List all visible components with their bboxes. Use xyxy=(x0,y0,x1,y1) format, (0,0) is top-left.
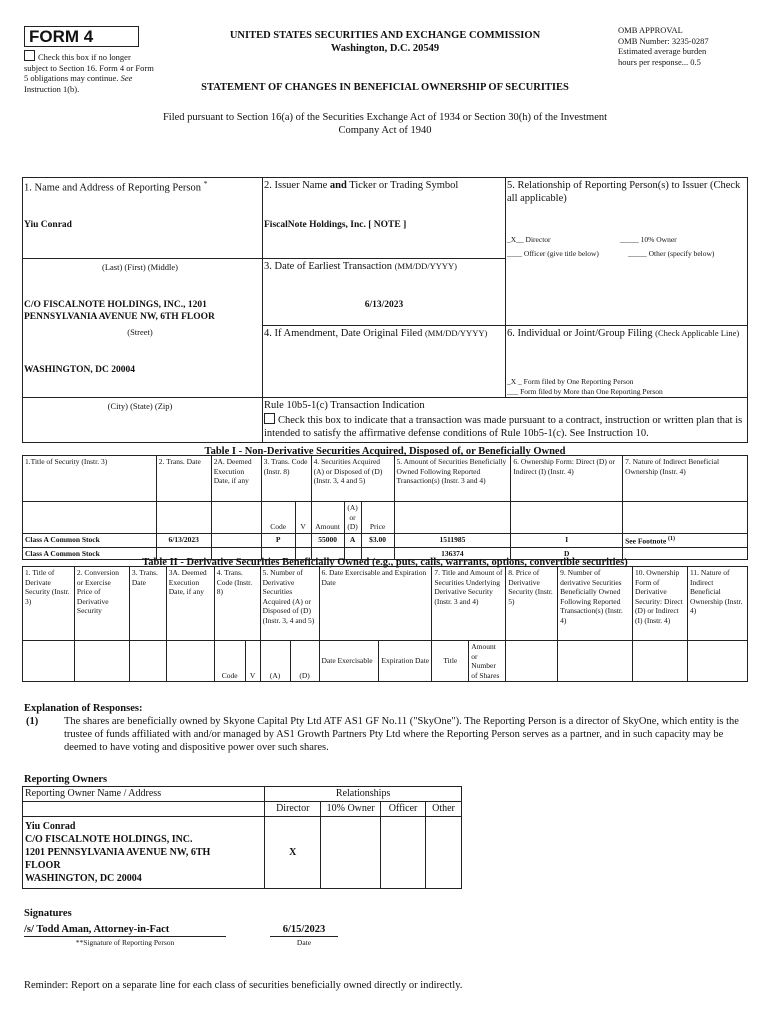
signature-date: 6/15/2023 xyxy=(282,924,326,935)
box1-label: 1. Name and Address of Reporting Person * xyxy=(24,179,208,194)
signature-name: /s/ Todd Aman, Attorney-in-Fact xyxy=(24,924,170,935)
box2-label: 2. Issuer Name and Ticker or Trading Symbol xyxy=(264,180,459,191)
t2-h-price: 8. Price of Derivative Security (Instr. 5) xyxy=(506,567,558,641)
table2-title: Table II - Derivative Securities Beneficially Owned (e.g., puts, calls, warrants, options, convertible securities) xyxy=(142,557,628,568)
filed-pursuant: Filed pursuant to Section 16(a) of the Securities Exchange Act of 1934 or Section 30(h) of the Investment Company Act of 1940 xyxy=(162,112,608,136)
t2-h-exercisable: 6. Date Exercisable and Expiration Date xyxy=(319,567,432,641)
omb-number: OMB Number: 3235-0287 xyxy=(618,35,709,46)
t1-h-nature: 7. Nature of Indirect Beneficial Ownership (Instr. 4) xyxy=(623,456,748,502)
t1-h-title: 1.Title of Security (Instr. 3) xyxy=(23,456,157,502)
omb-approval-box xyxy=(618,25,758,67)
box3-label: 3. Date of Earliest Transaction (MM/DD/YYYY) xyxy=(264,261,457,272)
rule-10b5-text: Check this box to indicate that a transaction was made pursuant to a contract, instruction or written plan that is intended to satisfy the affirmative defense conditions of Rule 10b5-1(c). See Instruction 10. xyxy=(264,415,743,439)
t1-h-date: 2. Trans. Date xyxy=(156,456,211,502)
table1-title: Table I - Non-Derivative Securities Acquired, Disposed of, or Beneficially Owned xyxy=(204,446,566,457)
omb-hours: hours per response... 0.5 xyxy=(618,56,701,67)
table-row: Class A Common Stock 6/13/2023 P 55000 A $3.00 1511985 I See Footnote $^{(1)}$ xyxy=(23,533,748,547)
signature-caption: **Signature of Reporting Person xyxy=(75,938,175,947)
owners-col-name: Reporting Owner Name / Address xyxy=(23,787,265,802)
t2-h-deemed: 3A. Deemed Execution Date, if any xyxy=(166,567,214,641)
signatures-heading: Signatures xyxy=(24,908,72,919)
name-caption: (Last) (First) (Middle) xyxy=(101,262,178,272)
owners-table: Reporting Owner Name / Address Relationships Director 10% Owner Officer Other Yiu Conrad C/O FISCALNOTE HOLDINGS, INC. 1201 PENNSYLVANIA AVENUE NW, 6TH FLOOR WASHINGTON, DC 20004 X xyxy=(22,786,462,889)
t2-h-form: 10. Ownership Form of Derivative Security: Direct (D) or Indirect (I) (Instr. 4) xyxy=(633,567,688,641)
t1-h-aord-sub: (A) or (D) xyxy=(344,502,361,534)
rel-director: _X__ Director xyxy=(507,235,551,244)
box5-label: 5. Relationship of Reporting Person(s) to Issuer (Check all applicable) xyxy=(507,180,741,204)
form-title: FORM 4 xyxy=(24,26,139,47)
table1 xyxy=(22,455,748,560)
t1-h-deemed: 2A. Deemed Execution Date, if any xyxy=(211,456,261,502)
reminder: Reminder: Report on a separate line for each class of securities beneficially owned directly or indirectly. xyxy=(24,980,463,991)
reporter-city: WASHINGTON, DC 20004 xyxy=(24,365,135,375)
rel-other: _____ Other (specify below) xyxy=(628,249,715,258)
issuer-name: FiscalNote Holdings, Inc. [ NOTE ] xyxy=(264,220,407,230)
footnote-text: The shares are beneficially owned by Skyone Capital Pty Ltd ATF AS1 GF No.11 ("SkyOne"). The Reporting Person is a director of SkyOne, which entity is the trustee of funds affiliated with and/or managed by AS1 Growth Partners Pty Ltd where the Reporting Person serves as a partner, and in such capacity may be deemed to have voting and dispositive power over such shares. xyxy=(64,716,739,753)
rule-10b5-checkbox[interactable] xyxy=(264,413,275,424)
omb-title: OMB APPROVAL xyxy=(618,25,683,35)
statement-title: STATEMENT OF CHANGES IN BENEFICIAL OWNERSHIP OF SECURITIES xyxy=(201,82,569,93)
earliest-date: 6/13/2023 xyxy=(364,300,404,310)
t2-h-underlying: 7. Title and Amount of Securities Underlying Derivative Security (Instr. 3 and 4) xyxy=(432,567,506,641)
city-caption: (City) (State) (Zip) xyxy=(107,401,173,411)
t1-h-v-sub: V xyxy=(295,502,311,534)
box6-label: 6. Individual or Joint/Group Filing (Check Applicable Line) xyxy=(507,328,740,339)
street-caption: (Street) xyxy=(127,327,153,337)
t1-h-amount-sub: Amount xyxy=(311,502,344,534)
t1-h-code: 3. Trans. Code (Instr. 8) xyxy=(261,456,311,502)
t2-h-nature: 11. Nature of Indirect Beneficial Ownership (Instr. 4) xyxy=(687,567,747,641)
t2-h-number: 5. Number of Derivative Securities Acquired (A) or Disposed of (D) (Instr. 3, 4 and 5) xyxy=(260,567,319,641)
rule-10b5-label: Rule 10b5-1(c) Transaction Indication xyxy=(264,400,425,411)
no-longer-subject-note: Check this box if no longer subject to Section 16. Form 4 or Form 5 obligations may continue. See Instruction 1(b). xyxy=(24,52,154,94)
omb-burden: Estimated average burden xyxy=(618,46,707,56)
director-mark: X xyxy=(265,817,321,889)
owners-col-rel: Relationships xyxy=(265,787,462,802)
box4-label: 4. If Amendment, Date Original Filed (MM/DD/YYYY) xyxy=(264,328,488,339)
no-longer-subject-checkbox[interactable] xyxy=(24,50,35,61)
rel-officer: ____ Officer (give title below) xyxy=(507,249,599,258)
footnote-ref[interactable]: See Footnote $^{(1)}$ xyxy=(623,533,748,547)
agency-city: Washington, D.C. 20549 xyxy=(330,43,440,54)
owner-row: Yiu Conrad C/O FISCALNOTE HOLDINGS, INC. 1201 PENNSYLVANIA AVENUE NW, 6TH FLOOR WASHINGTON, DC 20004 X xyxy=(23,817,462,889)
footnote-number: (1) xyxy=(26,716,39,727)
t1-h-price-sub: Price xyxy=(361,502,394,534)
owners-heading: Reporting Owners xyxy=(24,774,108,785)
t1-h-acquired: 4. Securities Acquired (A) or Disposed of (D) (Instr. 3, 4 and 5) xyxy=(311,456,394,502)
t2-h-conversion: 2. Conversion or Exercise Price of Derivative Security xyxy=(74,567,129,641)
filing-more-persons: ___ Form filed by More than One Reporting Person xyxy=(507,387,663,396)
date-caption: Date xyxy=(296,938,312,947)
t2-h-date: 3. Trans. Date xyxy=(129,567,166,641)
table-row: Class A Common Stock 136374 D xyxy=(23,547,748,560)
t1-h-owned: 5. Amount of Securities Beneficially Owned Following Reported Transaction(s) (Instr. 3 and 4) xyxy=(394,456,511,502)
explanation-heading: Explanation of Responses: xyxy=(24,703,143,714)
filing-one-person: _X _ Form filed by One Reporting Person xyxy=(507,377,634,386)
rel-10pct-owner: _____ 10% Owner xyxy=(620,235,677,244)
t1-h-code-sub: Code xyxy=(261,502,295,534)
reporter-street: C/O FISCALNOTE HOLDINGS, INC., 1201 PENNSYLVANIA AVENUE NW, 6TH FLOOR xyxy=(24,300,215,322)
reporter-name: Yiu Conrad xyxy=(24,220,72,230)
table2: 1. Title of Derivate Security (Instr. 3) 2. Conversion or Exercise Price of Derivative Security 3. Trans. Date 3A. Deemed Execution Date, if any 4. Trans. Code (Instr. 8) 5. Number of Derivative Securities Acquired (A) or Disposed of (D) (Instr. 3, 4 and 5) 6. Date Exercisable and Expiration Date 7. Title and Amount of Securities Underlying Derivative Security (Instr. 3 and 4) 8. Price of Derivative Security (Instr. 5) 9. Number of derivative Securities Beneficially Owned Following Reported Transaction(s) (Instr. 4) 10. Ownership Form of Derivative Security: Direct (D) or Indirect (I) (Instr. 4) 11. Nature of Indirect Beneficial Ownership (Instr. 4) Code V (A) (D) Date Exercisable Expiration Date Title Amount or Number of Shares xyxy=(22,566,748,682)
t2-h-owned: 9. Number of derivative Securities Beneficially Owned Following Reported Transaction(s) (Instr. 4) xyxy=(558,567,633,641)
t1-h-form: 6. Ownership Form: Direct (D) or Indirect (I) (Instr. 4) xyxy=(511,456,623,502)
t2-h-title: 1. Title of Derivate Security (Instr. 3) xyxy=(23,567,75,641)
agency-name: UNITED STATES SECURITIES AND EXCHANGE COMMISSION xyxy=(229,30,541,41)
t2-h-code: 4. Trans. Code (Instr. 8) xyxy=(214,567,260,641)
